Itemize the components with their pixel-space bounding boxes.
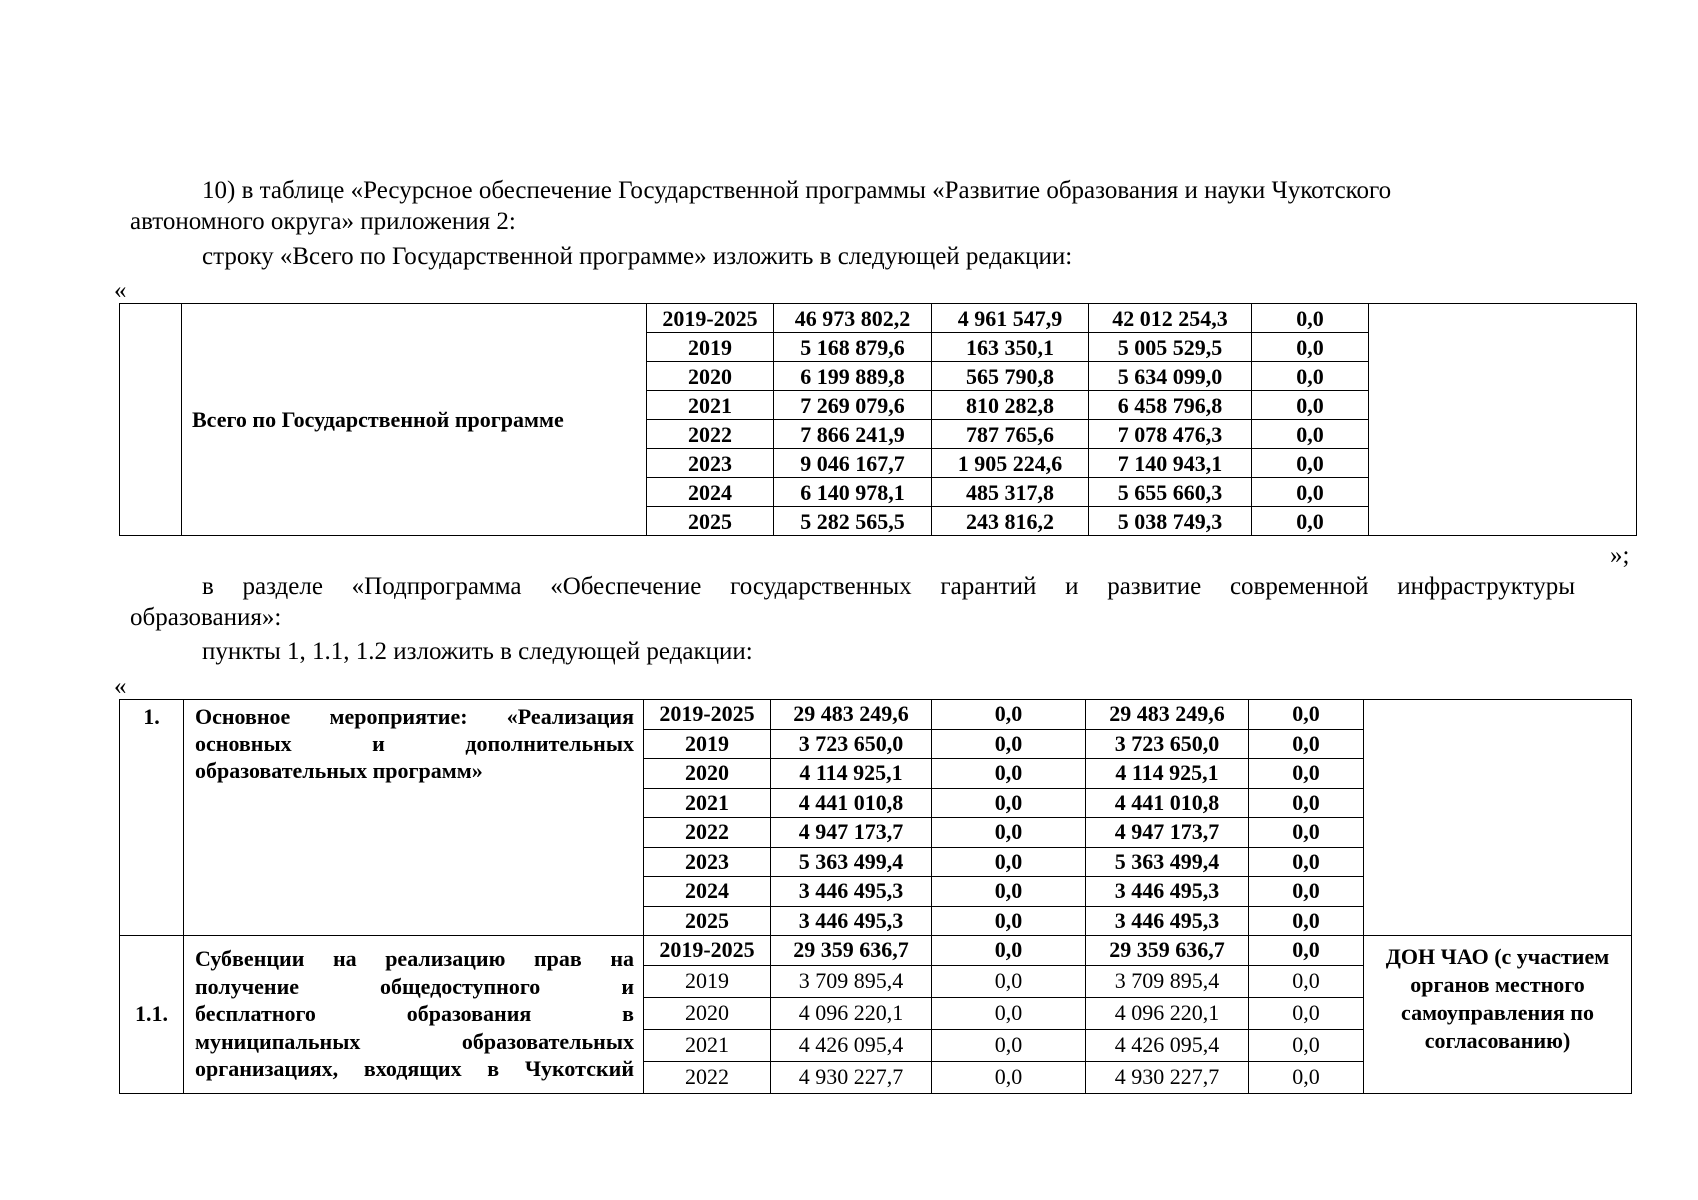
federal-budget-cell: 0,0 bbox=[932, 818, 1086, 848]
responsible-cell bbox=[1369, 304, 1637, 536]
total-cell: 4 426 095,4 bbox=[771, 1029, 932, 1061]
year-cell: 2021 bbox=[644, 1029, 771, 1061]
other-sources-cell: 0,0 bbox=[1249, 965, 1364, 997]
other-sources-cell: 0,0 bbox=[1252, 449, 1369, 478]
federal-budget-cell: 163 350,1 bbox=[932, 333, 1089, 362]
year-cell: 2022 bbox=[647, 420, 774, 449]
total-cell: 5 168 879,6 bbox=[774, 333, 932, 362]
other-sources-cell: 0,0 bbox=[1252, 420, 1369, 449]
total-cell: 5 363 499,4 bbox=[771, 847, 932, 877]
other-sources-cell: 0,0 bbox=[1249, 847, 1364, 877]
total-cell: 7 269 079,6 bbox=[774, 391, 932, 420]
federal-budget-cell: 0,0 bbox=[932, 847, 1086, 877]
section-line-3: пункты 1, 1.1, 1.2 изложить в следующей редакции: bbox=[202, 638, 753, 665]
federal-budget-cell: 0,0 bbox=[932, 906, 1086, 936]
federal-budget-cell: 0,0 bbox=[932, 1029, 1086, 1061]
federal-budget-cell: 243 816,2 bbox=[932, 507, 1089, 536]
section-line-1: в разделе «Подпрограмма «Обеспечение государственных гарантий и развитие современной инфраструктуры bbox=[202, 573, 1575, 600]
total-cell: 3 446 495,3 bbox=[771, 906, 932, 936]
item-title bbox=[184, 936, 644, 1094]
district-budget-cell: 5 655 660,3 bbox=[1089, 478, 1252, 507]
total-cell: 6 199 889,8 bbox=[774, 362, 932, 391]
other-sources-cell: 0,0 bbox=[1249, 700, 1364, 730]
item-title-line: муниципальных образовательных bbox=[195, 1028, 634, 1054]
other-sources-cell: 0,0 bbox=[1252, 391, 1369, 420]
total-cell: 4 441 010,8 bbox=[771, 788, 932, 818]
federal-budget-cell: 0,0 bbox=[932, 759, 1086, 789]
year-cell: 2024 bbox=[644, 877, 771, 907]
federal-budget-cell: 0,0 bbox=[932, 729, 1086, 759]
federal-budget-cell: 787 765,6 bbox=[932, 420, 1089, 449]
number-cell bbox=[120, 304, 182, 536]
close-quote: »; bbox=[1610, 542, 1630, 569]
other-sources-cell: 0,0 bbox=[1249, 818, 1364, 848]
federal-budget-cell: 0,0 bbox=[932, 877, 1086, 907]
item-title-line: бесплатного образования в bbox=[195, 1001, 634, 1026]
responsible-cell: ДОН ЧАО (с участием органов местного самоуправления по согласованию) bbox=[1364, 936, 1632, 1094]
district-budget-cell: 5 363 499,4 bbox=[1086, 847, 1249, 877]
year-cell: 2022 bbox=[644, 818, 771, 848]
year-cell: 2025 bbox=[644, 906, 771, 936]
total-cell: 3 446 495,3 bbox=[771, 877, 932, 907]
table-row bbox=[120, 304, 1637, 333]
other-sources-cell: 0,0 bbox=[1249, 1061, 1364, 1093]
federal-budget-cell: 810 282,8 bbox=[932, 391, 1089, 420]
other-sources-cell: 0,0 bbox=[1249, 906, 1364, 936]
other-sources-cell: 0,0 bbox=[1249, 877, 1364, 907]
year-cell: 2022 bbox=[644, 1061, 771, 1093]
intro-line-1: 10) в таблице «Ресурсное обеспечение Государственной программы «Развитие образования и науки Чукотского bbox=[202, 177, 1392, 204]
total-cell: 5 282 565,5 bbox=[774, 507, 932, 536]
total-cell: 46 973 802,2 bbox=[774, 304, 932, 333]
district-budget-cell: 5 634 099,0 bbox=[1089, 362, 1252, 391]
other-sources-cell: 0,0 bbox=[1249, 1029, 1364, 1061]
total-cell: 3 723 650,0 bbox=[771, 729, 932, 759]
district-budget-cell: 42 012 254,3 bbox=[1089, 304, 1252, 333]
federal-budget-cell: 0,0 bbox=[932, 700, 1086, 730]
table-row bbox=[120, 936, 1632, 966]
total-cell: 29 359 636,7 bbox=[771, 936, 932, 966]
item-title-line: основных и дополнительных bbox=[195, 731, 634, 756]
district-budget-cell: 29 483 249,6 bbox=[1086, 700, 1249, 730]
district-budget-cell: 3 723 650,0 bbox=[1086, 729, 1249, 759]
federal-budget-cell: 565 790,8 bbox=[932, 362, 1089, 391]
federal-budget-cell: 0,0 bbox=[932, 965, 1086, 997]
district-budget-cell: 4 947 173,7 bbox=[1086, 818, 1249, 848]
district-budget-cell: 4 426 095,4 bbox=[1086, 1029, 1249, 1061]
intro-line-2: автономного округа» приложения 2: bbox=[130, 208, 516, 235]
table-row bbox=[120, 700, 1632, 730]
item-title bbox=[184, 700, 644, 936]
other-sources-cell: 0,0 bbox=[1252, 507, 1369, 536]
section-line-2: образования»: bbox=[130, 604, 282, 631]
district-budget-cell: 4 930 227,7 bbox=[1086, 1061, 1249, 1093]
intro-line-3: строку «Всего по Государственной программе» изложить в следующей редакции: bbox=[202, 243, 1073, 270]
year-cell: 2021 bbox=[647, 391, 774, 420]
district-budget-cell: 5 005 529,5 bbox=[1089, 333, 1252, 362]
year-cell: 2020 bbox=[644, 759, 771, 789]
total-cell: 4 947 173,7 bbox=[771, 818, 932, 848]
district-budget-cell: 3 709 895,4 bbox=[1086, 965, 1249, 997]
other-sources-cell: 0,0 bbox=[1249, 936, 1364, 966]
district-budget-cell: 7 078 476,3 bbox=[1089, 420, 1252, 449]
district-budget-cell: 29 359 636,7 bbox=[1086, 936, 1249, 966]
total-cell: 7 866 241,9 bbox=[774, 420, 932, 449]
federal-budget-cell: 4 961 547,9 bbox=[932, 304, 1089, 333]
district-budget-cell: 4 114 925,1 bbox=[1086, 759, 1249, 789]
item-title-line: образовательных программ» bbox=[195, 758, 483, 783]
year-cell: 2019-2025 bbox=[644, 936, 771, 966]
item-title-line: Основное мероприятие: «Реализация bbox=[195, 704, 634, 729]
other-sources-cell: 0,0 bbox=[1252, 333, 1369, 362]
item-title-line: организациях, входящих в Чукотский bbox=[195, 1056, 634, 1081]
total-cell: 9 046 167,7 bbox=[774, 449, 932, 478]
district-budget-cell: 7 140 943,1 bbox=[1089, 449, 1252, 478]
other-sources-cell: 0,0 bbox=[1249, 729, 1364, 759]
program-total-table bbox=[119, 303, 1637, 536]
federal-budget-cell: 1 905 224,6 bbox=[932, 449, 1089, 478]
total-cell: 4 114 925,1 bbox=[771, 759, 932, 789]
program-total-label: Всего по Государственной программе bbox=[182, 304, 647, 536]
federal-budget-cell: 0,0 bbox=[932, 1061, 1086, 1093]
year-cell: 2019-2025 bbox=[644, 700, 771, 730]
district-budget-cell: 3 446 495,3 bbox=[1086, 877, 1249, 907]
open-quote-1: « bbox=[114, 277, 127, 304]
total-cell: 3 709 895,4 bbox=[771, 965, 932, 997]
year-cell: 2020 bbox=[647, 362, 774, 391]
year-cell: 2020 bbox=[644, 997, 771, 1029]
federal-budget-cell: 0,0 bbox=[932, 936, 1086, 966]
item-number: 1. bbox=[120, 700, 184, 936]
total-cell: 4 930 227,7 bbox=[771, 1061, 932, 1093]
item-title-line: получение общедоступного и bbox=[195, 973, 634, 999]
year-cell: 2019 bbox=[644, 965, 771, 997]
district-budget-cell: 6 458 796,8 bbox=[1089, 391, 1252, 420]
subprogram-table bbox=[119, 699, 1632, 1094]
other-sources-cell: 0,0 bbox=[1252, 362, 1369, 391]
district-budget-cell: 4 096 220,1 bbox=[1086, 997, 1249, 1029]
year-cell: 2023 bbox=[644, 847, 771, 877]
district-budget-cell: 4 441 010,8 bbox=[1086, 788, 1249, 818]
district-budget-cell: 3 446 495,3 bbox=[1086, 906, 1249, 936]
item-title-line: Субвенции на реализацию прав на bbox=[195, 946, 634, 971]
total-cell: 6 140 978,1 bbox=[774, 478, 932, 507]
other-sources-cell: 0,0 bbox=[1252, 478, 1369, 507]
other-sources-cell: 0,0 bbox=[1252, 304, 1369, 333]
other-sources-cell: 0,0 bbox=[1249, 997, 1364, 1029]
item-number: 1.1. bbox=[120, 936, 184, 1094]
responsible-cell bbox=[1364, 700, 1632, 936]
federal-budget-cell: 0,0 bbox=[932, 997, 1086, 1029]
open-quote-2: « bbox=[114, 673, 127, 700]
district-budget-cell: 5 038 749,3 bbox=[1089, 507, 1252, 536]
year-cell: 2019 bbox=[647, 333, 774, 362]
year-cell: 2021 bbox=[644, 788, 771, 818]
year-cell: 2023 bbox=[647, 449, 774, 478]
year-cell: 2019 bbox=[644, 729, 771, 759]
year-cell: 2019-2025 bbox=[647, 304, 774, 333]
other-sources-cell: 0,0 bbox=[1249, 788, 1364, 818]
federal-budget-cell: 0,0 bbox=[932, 788, 1086, 818]
year-cell: 2024 bbox=[647, 478, 774, 507]
total-cell: 29 483 249,6 bbox=[771, 700, 932, 730]
year-cell: 2025 bbox=[647, 507, 774, 536]
other-sources-cell: 0,0 bbox=[1249, 759, 1364, 789]
total-cell: 4 096 220,1 bbox=[771, 997, 932, 1029]
federal-budget-cell: 485 317,8 bbox=[932, 478, 1089, 507]
